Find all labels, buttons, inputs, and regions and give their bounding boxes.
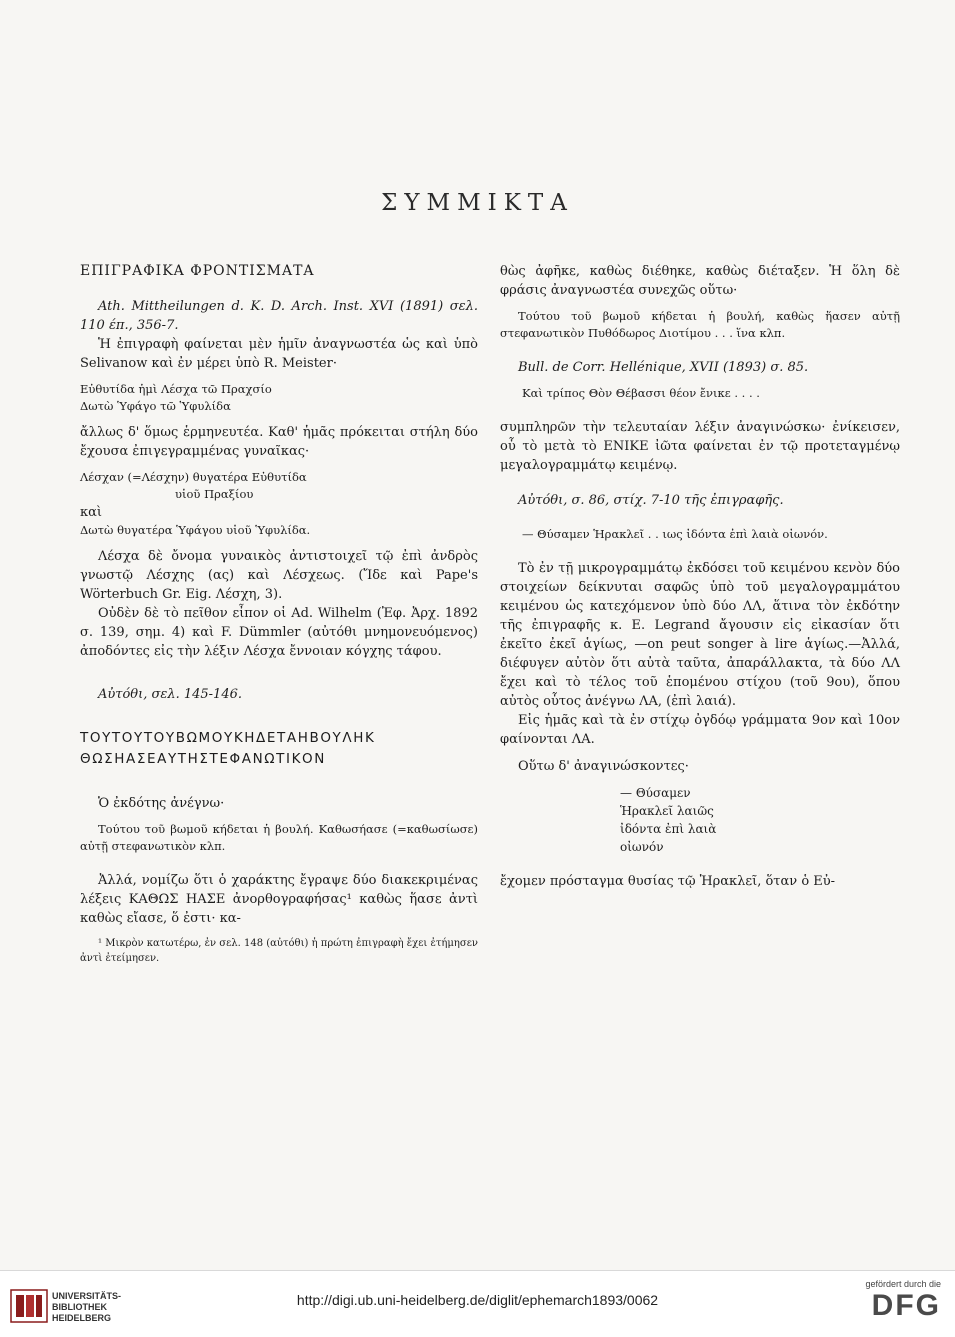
citation-paragraph: Ath. Mittheilungen d. K. D. Arch. Inst. XVI (1891) σελ. 110 έπ., 356-7. xyxy=(80,299,478,333)
quoted-inscription-line: — Θύσαμεν Ἡρακλεῖ . . ιως ἰδόντα ἐπὶ λαιὰ οἰωνόν. xyxy=(522,527,828,541)
permalink[interactable]: http://digi.ub.uni-heidelberg.de/diglit/ephemarch1893/0062 xyxy=(296,1292,659,1308)
paragraph: θὼς ἀφῆκε, καθὼς διέθηκε, καθὼς διέταξεν. Ἡ ὅλη δὲ φράσις ἀναγνωστέα συνεχῶς οὕτω· xyxy=(500,264,900,298)
quoted-line: Δωτὼ θυγατέρα Ὑφάγου υἱοῦ Ὑφυλίδα. xyxy=(80,523,311,537)
paragraph: Τὸ ἐν τῇ μικρογραμμάτῳ ἐκδόσει τοῦ κειμένου κενὸν δύο στοιχείων δείκνυται σαφῶς ὑπὸ τοῦ μεγαλογραμμάτου κειμένου ὡς κατεχόμενον ὑπὸ δύο ΛΛ, ἅτινα τὸν ἐκδότην τῆς ἐπιγραφῆς κ. E. Legrand ἄγουσιν εἰς εἰκασίαν ὅτι ἐκεῖτο ἐκεῖ ἁγίως, —on peut songer à lire ἁγίως.—Ἀλλά, διέφυγεν αὐτὸν ὅτι αὐτὰ ταῦτα, ἀπαράλλακτα, τὰ δύο ΛΛ ἔχει καὶ τὸ τέλος τοῦ ἑπομένου στίχου (τοῦ 9ου), ὅπου αὐτὸς οὗτος ἀνέγνω ΛΑ, (ἐπὶ λαιά). xyxy=(500,561,900,709)
quoted-inscription-line: Καὶ τρίπος Θὸν Θέβασσι θέον ἔνικε . . . . xyxy=(522,386,760,400)
paragraph: Λέσχα δὲ ὄνομα γυναικὸς ἀντιστοιχεῖ τῷ ἐπὶ ἀνδρὸς γνωστῷ Λέσχης (ας) καὶ Λέσχεως. (Ἴδε καὶ Pape's Wörterbuch Gr. Eig. Λέσχη, 3). xyxy=(80,549,478,602)
library-name-line: UNIVERSITÄTS- xyxy=(52,1291,122,1301)
viewer-footer xyxy=(0,1270,955,1337)
paragraph: Εἰς ἡμᾶς καὶ τὰ ἐν στίχῳ ὀγδόῳ γράμματα 9ον καὶ 10ον φαίνονται ΛΑ. xyxy=(500,713,900,747)
left-column xyxy=(80,262,478,966)
funder-caption: gefördert durch die xyxy=(865,1279,941,1289)
paragraph: Ἡ ἐπιγραφὴ φαίνεται μὲν ἡμῖν ἀναγνωστέα ὡς καὶ ὑπὸ Selivanow καὶ ἐν μέρει ὑπὸ R. Meister· xyxy=(80,337,478,371)
citation: Αὐτόθι, σ. 86, στίχ. 7-10 τῆς ἐπιγραφῆς. xyxy=(518,493,784,508)
paragraph: Οὐδὲν δὲ τὸ πεῖθον εἶπον οἱ Ad. Wilhelm (Ἐφ. Ἀρχ. 1892 σ. 139, σημ. 4) καὶ F. Dümmler (αὐτόθι μνημονευόμενος) ἀποδόντες εἰς τὴν λέξιν Λέσχα ἔννοιαν κόγχης τάφου. xyxy=(80,606,478,659)
running-title: ΣΥΜΜΙΚΤΑ xyxy=(381,190,574,216)
paragraph: ἄλλως δ' ὅμως ἑρμηνευτέα. Καθ' ἡμᾶς πρόκειται στήλη δύο ἔχουσα ἐπιγεγραμμένας γυναῖκας· xyxy=(80,425,478,459)
library-name-line: BIBLIOTHEK xyxy=(52,1302,107,1312)
section-heading: ΕΠΙΓΡΑΦΙΚΑ ΦΡΟΝΤΙΣΜΑΤΑ xyxy=(80,263,315,279)
library-name-line: HEIDELBERG xyxy=(52,1313,112,1323)
quoted-inscription-line: Δωτὼ Ὑφάγο τῶ Ὑφυλίδα xyxy=(80,399,231,413)
dfg-logo-icon: DFG xyxy=(871,1289,941,1322)
verse-line: οἰωνόν xyxy=(620,840,664,854)
conjunction: καὶ xyxy=(80,505,103,520)
verse-line: Ἡρακλεῖ λαιῶς xyxy=(620,804,714,818)
paragraph: Ὁ ἐκδότης ἀνέγνω· xyxy=(98,796,225,811)
quoted-inscription-line: Εὐθυτίδα ἡμὶ Λέσχα τῶ Πραχσίο xyxy=(80,382,272,396)
paragraph: συμπληρῶν τὴν τελευταίαν λέξιν ἀναγινώσκω· ἐνίκεισεν, οὗ τὸ μετὰ τὸ ΕΝΙΚΕ ἰῶτα φαίνεται ἐν τῷ προτεταγμένῳ μεγαλογραμμάτῳ κειμένῳ. xyxy=(500,420,900,473)
paragraph: Ἀλλά, νομίζω ὅτι ὁ χαράκτης ἔγραψε δύο διακεκριμένας λέξεις ΚΑΘΩΣ ΗΑΣΕ ἀνορθογραφήσας¹ καθὼς ἥασε ἀντὶ καθὼς εἴασε, ὅ ἐστι· κα- xyxy=(80,873,478,926)
paragraph: ἔχομεν πρόσταγμα θυσίας τῷ Ἡρακλεῖ, ὅταν ὁ Εὐ- xyxy=(500,874,836,889)
quoted-line: Λέσχαν (=Λέσχην) θυγατέρα Εὐθυτίδα xyxy=(80,470,307,484)
verse-line: — Θύσαμεν xyxy=(620,786,691,800)
citation: Αὐτόθι, σελ. 145-146. xyxy=(98,687,243,702)
inscription-line: ΘΩΣΗΑΣΕΑΥΤΗΣΤΕΦΑΝΩΤΙΚΟΝ xyxy=(80,751,326,767)
citation: Bull. de Corr. Hellénique, XVII (1893) σ. 85. xyxy=(518,360,809,375)
footnote: ¹ Μικρὸν κατωτέρω, ἐν σελ. 148 (αὐτόθι) ἡ πρώτη ἐπιγραφὴ ἔχει ἐτήμησεν ἀντὶ ἐτείμησεν. xyxy=(80,938,478,964)
inscription-line: ΤΟΥΤΟΥΤΟΥΒΩΜΟΥΚΗΔΕΤΑΗΒΟΥΛΗΚ xyxy=(80,730,376,746)
funder-logo[interactable] xyxy=(831,1279,941,1331)
verse-line: ἰδόντα ἐπὶ λαιὰ xyxy=(620,822,717,836)
quoted-line: υἱοῦ Πραξίου xyxy=(175,487,254,501)
quoted-reading: Τούτου τοῦ βωμοῦ κήδεται ἡ βουλή, καθὼς ἥασεν αὐτῇ στεφανωτικὸν Πυθόδωρος Διοτίμου . . . ἵνα κλπ. xyxy=(500,309,900,340)
quoted-reading: Τούτου τοῦ βωμοῦ κήδεται ἡ βουλή. Καθωσήασε (=καθωσίωσε) αὐτῇ στεφανωτικὸν κλπ. xyxy=(80,822,478,853)
paragraph: Οὕτω δ' ἀναγινώσκοντες· xyxy=(518,759,689,774)
right-column xyxy=(500,262,900,891)
